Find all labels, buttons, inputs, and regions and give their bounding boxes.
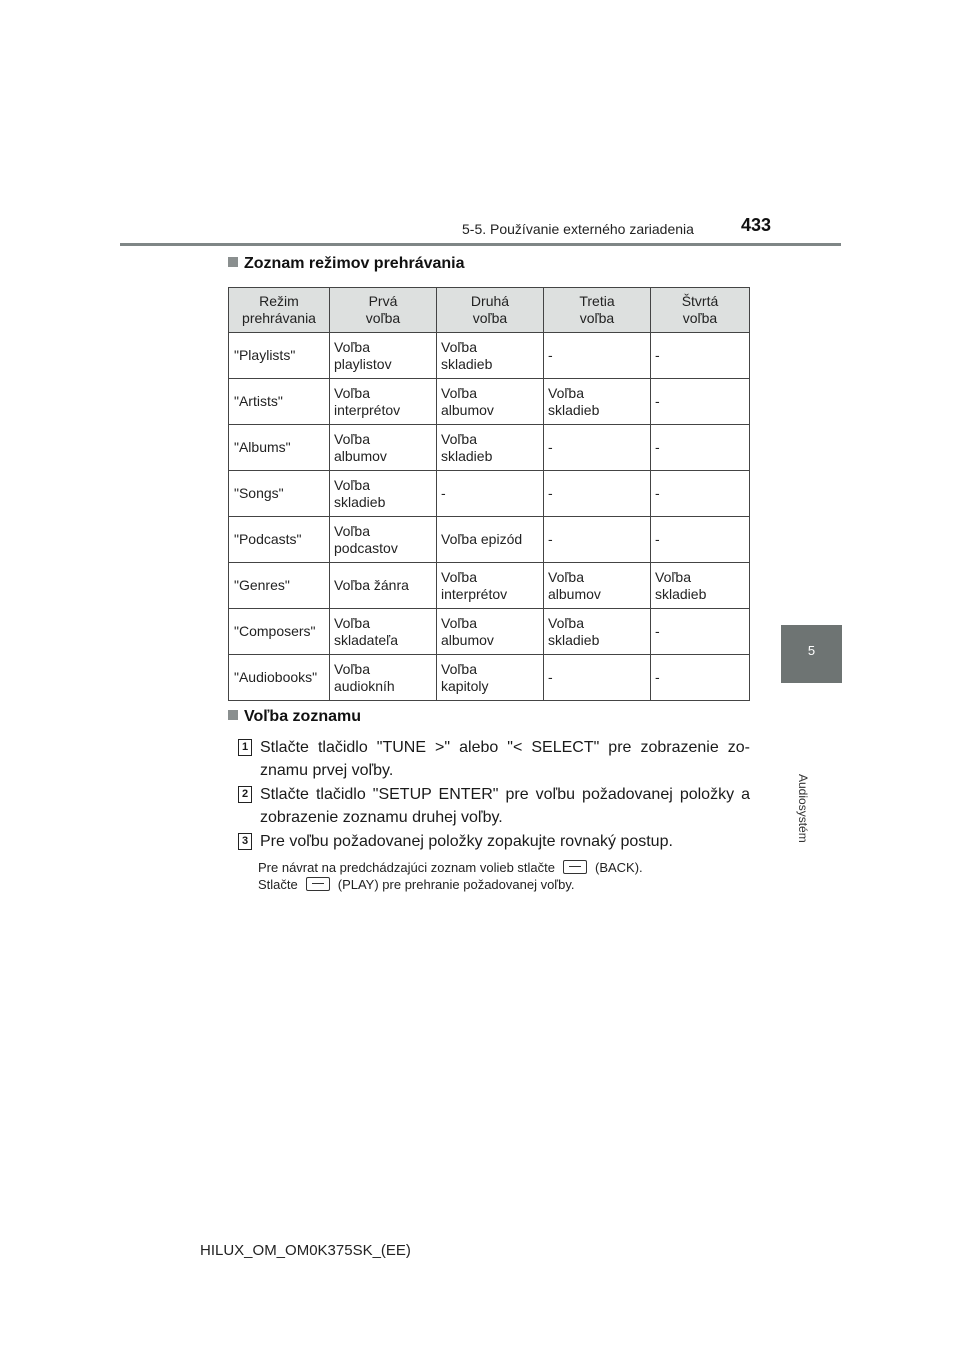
selection-cell: Voľba skladieb xyxy=(651,563,750,609)
mode-cell: "Albums" xyxy=(229,425,330,471)
selection-cell: Voľba interprétov xyxy=(437,563,544,609)
selection-cell: - xyxy=(651,379,750,425)
table-header-row xyxy=(229,288,750,333)
playback-modes-table xyxy=(228,287,750,701)
page-number: 433 xyxy=(741,215,772,235)
selection-cell: Voľba skladieb xyxy=(437,333,544,379)
chapter-label: Audiosystém xyxy=(796,774,810,843)
step-number: 1 xyxy=(238,739,252,756)
step-number: 2 xyxy=(238,786,252,803)
selection-cell: - xyxy=(544,333,651,379)
selection-cell: Voľba epizód xyxy=(437,517,544,563)
table-row xyxy=(229,517,750,563)
col-header-fourth: Štvrtá voľba xyxy=(651,288,750,333)
header-divider xyxy=(120,243,841,246)
section-bullet-icon xyxy=(228,257,238,267)
step-text: Pre voľbu požadovanej položky zopakujte rovnaký postup. xyxy=(260,833,673,850)
table-row xyxy=(229,609,750,655)
mode-cell: "Podcasts" xyxy=(229,517,330,563)
selection-cell: Voľba albumov xyxy=(330,425,437,471)
step-text: Stlačte tlačidlo "SETUP ENTER" pre voľbu požadovanej položky a zobrazenie zoznamu druhej voľby. xyxy=(260,786,750,826)
selection-cell: - xyxy=(544,425,651,471)
selection-cell: Voľba kapitoly xyxy=(437,655,544,701)
selection-cell: - xyxy=(651,471,750,517)
back-button-icon xyxy=(563,860,587,874)
play-button-icon xyxy=(306,877,330,891)
col-header-second: Druhá voľba xyxy=(437,288,544,333)
selection-cell: - xyxy=(437,471,544,517)
selection-cell: Voľba interprétov xyxy=(330,379,437,425)
selection-cell: - xyxy=(651,655,750,701)
selection-cell: Voľba audiokníh xyxy=(330,655,437,701)
selection-cell: Voľba playlistov xyxy=(330,333,437,379)
selection-cell: Voľba albumov xyxy=(437,379,544,425)
step-text: Stlačte tlačidlo "TUNE >" alebo "< SELECT" pre zobrazenie zo-znamu prvej voľby. xyxy=(260,739,750,779)
note-line-play xyxy=(258,877,758,893)
note-text: Pre návrat na predchádzajúci zoznam volieb stlačte xyxy=(258,860,555,875)
table-row xyxy=(229,471,750,517)
section-bullet-icon xyxy=(228,710,238,720)
table-row xyxy=(229,333,750,379)
selection-cell: - xyxy=(544,655,651,701)
mode-cell: "Audiobooks" xyxy=(229,655,330,701)
selection-cell: - xyxy=(651,517,750,563)
selection-cell: - xyxy=(651,609,750,655)
selection-cell: Voľba skladieb xyxy=(437,425,544,471)
selection-cell: Voľba albumov xyxy=(544,563,651,609)
selection-cell: Voľba skladieb xyxy=(544,379,651,425)
selection-cell: Voľba skladieb xyxy=(544,609,651,655)
mode-cell: "Genres" xyxy=(229,563,330,609)
table-row xyxy=(229,379,750,425)
table-row xyxy=(229,425,750,471)
list-selection-heading xyxy=(228,708,361,726)
col-header-mode: Režim prehrávania xyxy=(229,288,330,333)
col-header-third: Tretia voľba xyxy=(544,288,651,333)
step-2 xyxy=(238,783,750,831)
mode-cell: "Songs" xyxy=(229,471,330,517)
mode-cell: "Playlists" xyxy=(229,333,330,379)
mode-cell: "Artists" xyxy=(229,379,330,425)
note-text: (PLAY) pre prehranie požadovanej voľby. xyxy=(337,877,575,892)
playback-modes-heading xyxy=(228,255,465,273)
selection-cell: Voľba skladieb xyxy=(330,471,437,517)
selection-cell: Voľba podcastov xyxy=(330,517,437,563)
document-id: HILUX_OM_OM0K375SK_(EE) xyxy=(200,1242,411,1259)
table-row xyxy=(229,563,750,609)
playback-modes-title: Zoznam režimov prehrávania xyxy=(244,255,465,272)
step-number: 3 xyxy=(238,833,252,850)
selection-cell: - xyxy=(544,517,651,563)
step-3 xyxy=(238,830,750,854)
chapter-number: 5 xyxy=(807,643,816,658)
mode-cell: "Composers" xyxy=(229,609,330,655)
selection-cell: Voľba žánra xyxy=(330,563,437,609)
note-text: Stlačte xyxy=(258,877,298,892)
selection-cell: - xyxy=(651,333,750,379)
selection-cell: - xyxy=(544,471,651,517)
step-1 xyxy=(238,736,750,784)
col-header-first: Prvá voľba xyxy=(330,288,437,333)
table-row xyxy=(229,655,750,701)
list-selection-title: Voľba zoznamu xyxy=(244,708,361,725)
note-line-back xyxy=(258,860,758,876)
selection-cell: - xyxy=(651,425,750,471)
selection-cell: Voľba skladateľa xyxy=(330,609,437,655)
note-text: (BACK). xyxy=(595,860,643,875)
header-section-title: 5-5. Používanie externého zariadenia xyxy=(462,221,694,237)
selection-cell: Voľba albumov xyxy=(437,609,544,655)
